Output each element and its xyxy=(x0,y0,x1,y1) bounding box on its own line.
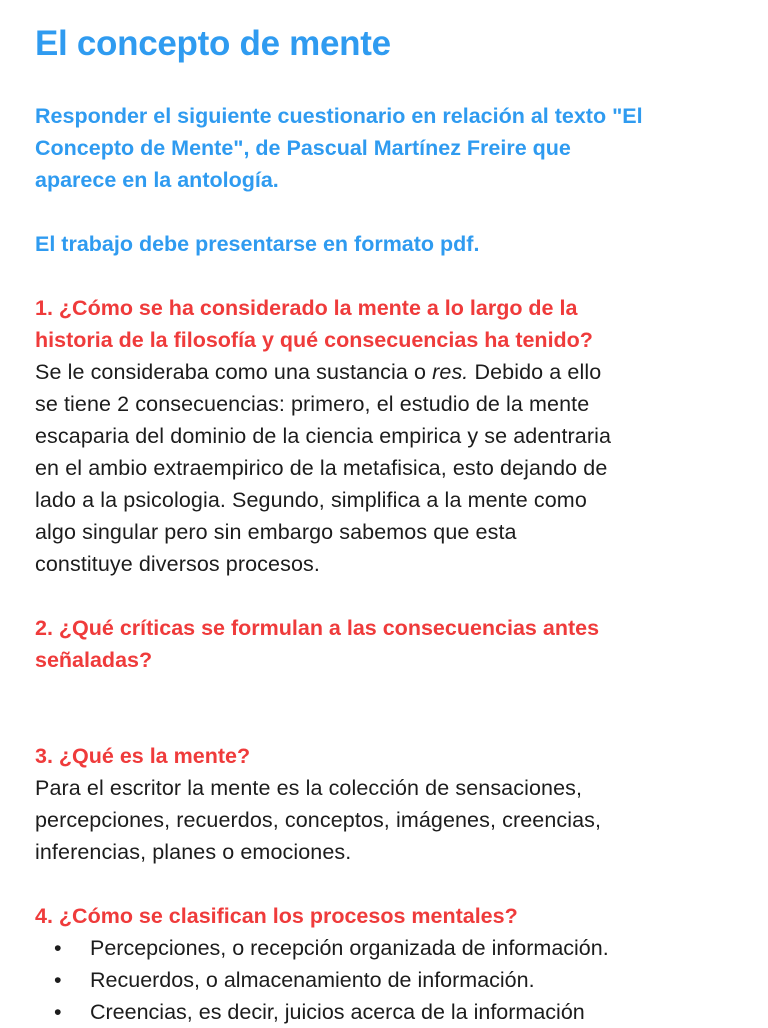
question-line: señaladas? xyxy=(35,648,153,672)
question-2 xyxy=(35,612,735,676)
question-3: 3. ¿Qué es la mente? xyxy=(35,744,251,768)
answer-line: escaparia del dominio de la ciencia empirica y se adentraria xyxy=(35,424,612,448)
answer-text: Debido a ello xyxy=(468,360,602,384)
instructions-line: Concepto de Mente", de Pascual Martínez Freire que xyxy=(35,136,571,160)
format-note: El trabajo debe presentarse en formato pdf. xyxy=(35,232,480,256)
question-line: historia de la filosofía y qué consecuencias ha tenido? xyxy=(35,328,593,352)
instructions-paragraph xyxy=(35,100,735,196)
answer-line: constituye diversos procesos. xyxy=(35,552,320,576)
bullet-icon: • xyxy=(54,1000,62,1024)
answer-italic-term: res. xyxy=(432,360,469,384)
answer-line: se tiene 2 consecuencias: primero, el estudio de la mente xyxy=(35,392,590,416)
answer-line: inferencias, planes o emociones. xyxy=(35,840,352,864)
instructions-line: Responder el siguiente cuestionario en relación al texto "El xyxy=(35,104,643,128)
mental-process-list xyxy=(35,932,735,1028)
answer-text: Se le consideraba como una sustancia o xyxy=(35,360,433,384)
answer-line: percepciones, recuerdos, conceptos, imágenes, creencias, xyxy=(35,808,602,832)
bullet-icon: • xyxy=(54,968,62,992)
question-4: 4. ¿Cómo se clasifican los procesos mentales? xyxy=(35,904,518,928)
answer-line: lado a la psicologia. Segundo, simplifica a la mente como xyxy=(35,488,587,512)
answer-line: en el ambio extraempirico de la metafisica, esto dejando de xyxy=(35,456,608,480)
document-page xyxy=(35,22,735,1028)
page-title: El concepto de mente xyxy=(35,24,391,63)
list-item: • Percepciones, o recepción organizada de información. xyxy=(35,932,735,964)
answer-3 xyxy=(35,772,735,868)
answer-line: Para el escritor la mente es la colección de sensaciones, xyxy=(35,776,583,800)
question-line: 1. ¿Cómo se ha considerado la mente a lo largo de la xyxy=(35,296,578,320)
question-line: 2. ¿Qué críticas se formulan a las consecuencias antes xyxy=(35,616,600,640)
bullet-icon: • xyxy=(54,936,62,960)
question-1 xyxy=(35,292,735,356)
answer-line: algo singular pero sin embargo sabemos que esta xyxy=(35,520,517,544)
answer-1 xyxy=(35,356,735,580)
instructions-line: aparece en la antología. xyxy=(35,168,279,192)
list-item: • Creencias, es decir, juicios acerca de la información xyxy=(35,996,735,1028)
list-item: • Recuerdos, o almacenamiento de información. xyxy=(35,964,735,996)
